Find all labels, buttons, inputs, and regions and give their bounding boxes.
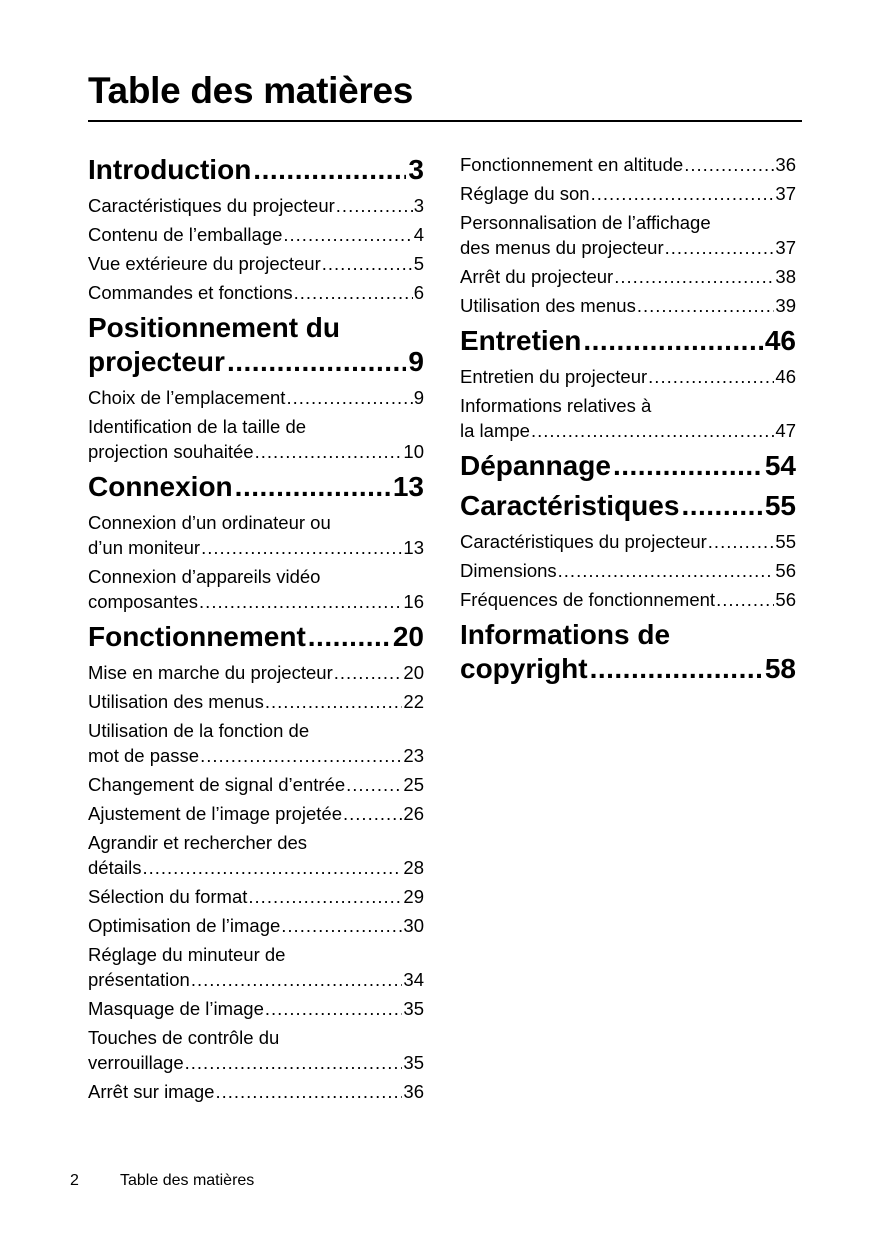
entry-title: Sélection du format <box>88 886 248 907</box>
footer-label: Table des matières <box>120 1172 255 1189</box>
toc-column-left <box>88 147 424 1108</box>
dot-leader <box>281 913 402 938</box>
dot-leader <box>583 324 762 358</box>
chapter-title: Fonctionnement <box>88 621 306 652</box>
dot-leader <box>283 222 412 247</box>
dot-leader <box>308 620 391 654</box>
dot-leader <box>531 418 774 443</box>
dot-leader <box>294 280 413 305</box>
dot-leader <box>648 364 774 389</box>
toc-entry[interactable] <box>460 393 796 443</box>
dot-leader <box>708 529 775 554</box>
entry-page: 34 <box>403 969 424 990</box>
toc-entry[interactable] <box>88 1079 424 1104</box>
dot-leader <box>322 251 413 276</box>
dot-leader <box>185 1050 403 1075</box>
entry-page: 22 <box>403 691 424 712</box>
toc-column-right <box>460 147 796 692</box>
dot-leader <box>684 152 774 177</box>
dot-leader <box>227 345 406 379</box>
entry-page: 36 <box>403 1081 424 1102</box>
toc-chapter-positionnement[interactable] <box>88 311 424 379</box>
dot-leader <box>613 449 763 483</box>
dot-leader <box>201 535 402 560</box>
toc-entry[interactable] <box>88 414 424 464</box>
dot-leader <box>199 589 402 614</box>
entry-page: 5 <box>413 253 424 274</box>
entry-title-line1: Connexion d’appareils vidéo <box>88 566 321 587</box>
dot-leader <box>336 193 413 218</box>
toc-entry[interactable] <box>88 830 424 880</box>
page-footer <box>70 1172 254 1190</box>
chapter-title-line1: Positionnement du <box>88 312 340 343</box>
entry-title: Entretien du projecteur <box>460 366 648 387</box>
entry-page: 47 <box>775 420 796 441</box>
entry-title-line1: Connexion d’un ordinateur ou <box>88 512 331 533</box>
entry-title: Caractéristiques du projecteur <box>88 195 335 216</box>
chapter-title: Connexion <box>88 471 233 502</box>
entry-page: 23 <box>403 745 424 766</box>
dot-leader <box>265 689 403 714</box>
entry-title: la lampe <box>460 420 530 441</box>
dot-leader <box>334 660 403 685</box>
toc-entry[interactable] <box>88 884 424 909</box>
chapter-title: Entretien <box>460 325 582 356</box>
entry-title-line1: Personnalisation de l’affichage <box>460 212 711 233</box>
toc-entry[interactable] <box>460 529 796 554</box>
toc-entry[interactable] <box>88 385 424 410</box>
entry-title: Réglage du son <box>460 183 590 204</box>
entry-title: Optimisation de l’image <box>88 915 281 936</box>
entry-title: Commandes et fonctions <box>88 282 293 303</box>
dot-leader <box>191 967 403 992</box>
chapter-title: Caractéristiques <box>460 490 680 521</box>
dot-leader <box>255 439 403 464</box>
chapter-page: 3 <box>408 154 424 185</box>
dot-leader <box>215 1079 402 1104</box>
toc-entry[interactable] <box>88 510 424 560</box>
entry-title: d’un moniteur <box>88 537 201 558</box>
chapter-page: 20 <box>392 621 424 652</box>
toc-entry[interactable] <box>460 558 796 583</box>
toc-entry[interactable] <box>88 193 424 218</box>
entry-page: 16 <box>403 591 424 612</box>
toc-entry[interactable] <box>88 689 424 714</box>
entry-title: Masquage de l’image <box>88 998 264 1019</box>
entry-page: 9 <box>413 387 424 408</box>
entry-page: 38 <box>775 266 796 287</box>
entry-page: 35 <box>403 998 424 1019</box>
toc-entry[interactable] <box>460 587 796 612</box>
toc-chapter-depannage[interactable] <box>460 449 796 483</box>
toc-entry[interactable] <box>88 942 424 992</box>
dot-leader <box>235 470 391 504</box>
toc-entry[interactable] <box>88 1025 424 1075</box>
dot-leader <box>637 293 775 318</box>
dot-leader <box>253 153 406 187</box>
entry-title-line1: Agrandir et rechercher des <box>88 832 308 853</box>
entry-title: verrouillage <box>88 1052 184 1073</box>
dot-leader <box>591 181 775 206</box>
entry-title: Mise en marche du projecteur <box>88 662 333 683</box>
entry-title: Fréquences de fonctionnement <box>460 589 716 610</box>
entry-title: Ajustement de l’image projetée <box>88 803 343 824</box>
entry-title: Arrêt sur image <box>88 1081 215 1102</box>
entry-page: 26 <box>403 803 424 824</box>
toc-entry[interactable] <box>88 996 424 1021</box>
dot-leader <box>343 801 402 826</box>
toc-chapter-entretien[interactable] <box>460 324 796 358</box>
chapter-page: 13 <box>392 471 424 502</box>
entry-title: Changement de signal d’entrée <box>88 774 346 795</box>
entry-page: 56 <box>775 589 796 610</box>
dot-leader <box>558 558 775 583</box>
entry-title: Vue extérieure du projecteur <box>88 253 321 274</box>
toc-entry[interactable] <box>460 181 796 206</box>
page-title: Table des matières <box>88 70 414 111</box>
entry-page: 37 <box>775 183 796 204</box>
dot-leader <box>286 385 412 410</box>
chapter-title: Dépannage <box>460 450 611 481</box>
dot-leader <box>665 235 775 260</box>
chapter-title: projecteur <box>88 346 225 377</box>
toc-entry[interactable] <box>88 660 424 685</box>
entry-title: présentation <box>88 969 190 990</box>
entry-page: 28 <box>403 857 424 878</box>
entry-title: Dimensions <box>460 560 557 581</box>
dot-leader <box>614 264 774 289</box>
entry-title: mot de passe <box>88 745 200 766</box>
dot-leader <box>716 587 774 612</box>
chapter-title-line1: Informations de <box>460 619 671 650</box>
toc-entry[interactable] <box>460 364 796 389</box>
entry-title: Choix de l’emplacement <box>88 387 286 408</box>
entry-title: composantes <box>88 591 199 612</box>
dot-leader <box>248 884 402 909</box>
entry-page: 56 <box>775 560 796 581</box>
entry-title-line1: Utilisation de la fonction de <box>88 720 310 741</box>
entry-page: 29 <box>403 886 424 907</box>
toc-entry[interactable] <box>460 293 796 318</box>
entry-title-line1: Identification de la taille de <box>88 416 307 437</box>
entry-title-line1: Informations relatives à <box>460 395 652 416</box>
entry-page: 13 <box>403 537 424 558</box>
entry-page: 55 <box>775 531 796 552</box>
toc-chapter-connexion[interactable] <box>88 470 424 504</box>
toc-entry[interactable] <box>88 801 424 826</box>
entry-title: Fonctionnement en altitude <box>460 154 684 175</box>
toc-entry[interactable] <box>88 564 424 614</box>
chapter-page: 55 <box>764 490 796 521</box>
dot-leader <box>681 489 762 523</box>
entry-page: 4 <box>413 224 424 245</box>
entry-page: 35 <box>403 1052 424 1073</box>
entry-page: 25 <box>403 774 424 795</box>
entry-title: Caractéristiques du projecteur <box>460 531 707 552</box>
entry-title: Contenu de l’emballage <box>88 224 283 245</box>
toc-entry[interactable] <box>460 152 796 177</box>
chapter-page: 46 <box>764 325 796 356</box>
entry-title: projection souhaitée <box>88 441 254 462</box>
toc-entry[interactable] <box>88 222 424 247</box>
toc-entry[interactable] <box>88 251 424 276</box>
toc-chapter-caracteristiques[interactable] <box>460 489 796 523</box>
entry-title: Utilisation des menus <box>460 295 636 316</box>
entry-title: Utilisation des menus <box>88 691 264 712</box>
dot-leader <box>590 652 763 686</box>
toc-entry[interactable] <box>460 210 796 260</box>
entry-page: 3 <box>413 195 424 216</box>
toc-chapter-introduction[interactable] <box>88 153 424 187</box>
entry-title: Arrêt du projecteur <box>460 266 614 287</box>
dot-leader <box>200 743 402 768</box>
dot-leader <box>142 855 402 880</box>
entry-page: 36 <box>775 154 796 175</box>
toc-chapter-fonctionnement[interactable] <box>88 620 424 654</box>
toc-entry[interactable] <box>88 772 424 797</box>
title-rule <box>88 120 802 122</box>
entry-page: 39 <box>775 295 796 316</box>
toc-chapter-copyright[interactable] <box>460 618 796 686</box>
entry-page: 6 <box>413 282 424 303</box>
entry-page: 30 <box>403 915 424 936</box>
dot-leader <box>346 772 402 797</box>
toc-entry[interactable] <box>460 264 796 289</box>
entry-title-line1: Touches de contrôle du <box>88 1027 280 1048</box>
dot-leader <box>265 996 403 1021</box>
chapter-title: Introduction <box>88 154 252 185</box>
chapter-page: 9 <box>408 346 424 377</box>
footer-page-number: 2 <box>70 1172 79 1189</box>
chapter-page: 54 <box>764 450 796 481</box>
toc-entry[interactable] <box>88 280 424 305</box>
entry-page: 10 <box>403 441 424 462</box>
chapter-title: copyright <box>460 653 588 684</box>
entry-page: 46 <box>775 366 796 387</box>
toc-entry[interactable] <box>88 913 424 938</box>
entry-page: 20 <box>403 662 424 683</box>
entry-page: 37 <box>775 237 796 258</box>
entry-title-line1: Réglage du minuteur de <box>88 944 286 965</box>
toc-entry[interactable] <box>88 718 424 768</box>
entry-title: détails <box>88 857 142 878</box>
chapter-page: 58 <box>764 653 796 684</box>
entry-title: des menus du projecteur <box>460 237 664 258</box>
